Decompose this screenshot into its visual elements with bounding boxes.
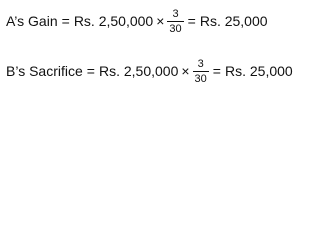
equation-b-sacrifice xyxy=(6,52,293,90)
equation-lhs: A’s Gain xyxy=(6,13,58,29)
multiply-sign: × xyxy=(181,63,190,79)
fraction-bar xyxy=(193,71,209,72)
fraction-denominator: 30 xyxy=(169,22,182,35)
equation-amount: Rs. 2,50,000 xyxy=(98,63,179,79)
fraction-bar xyxy=(167,21,183,22)
equals-sign: = xyxy=(212,63,221,79)
equals-sign: = xyxy=(187,13,196,29)
equation-a-gain xyxy=(6,2,268,40)
fraction-denominator: 30 xyxy=(194,72,207,85)
equals-sign: = xyxy=(86,63,95,79)
equation-lhs: B’s Sacrifice xyxy=(6,63,83,79)
multiply-sign: × xyxy=(156,13,165,29)
equation-result: Rs. 25,000 xyxy=(199,13,268,29)
fraction xyxy=(193,58,209,85)
fraction xyxy=(167,8,183,35)
fraction-numerator: 3 xyxy=(197,57,204,70)
fraction-numerator: 3 xyxy=(172,7,179,20)
equals-sign: = xyxy=(61,13,70,29)
equation-result: Rs. 25,000 xyxy=(224,63,293,79)
equation-amount: Rs. 2,50,000 xyxy=(73,13,154,29)
